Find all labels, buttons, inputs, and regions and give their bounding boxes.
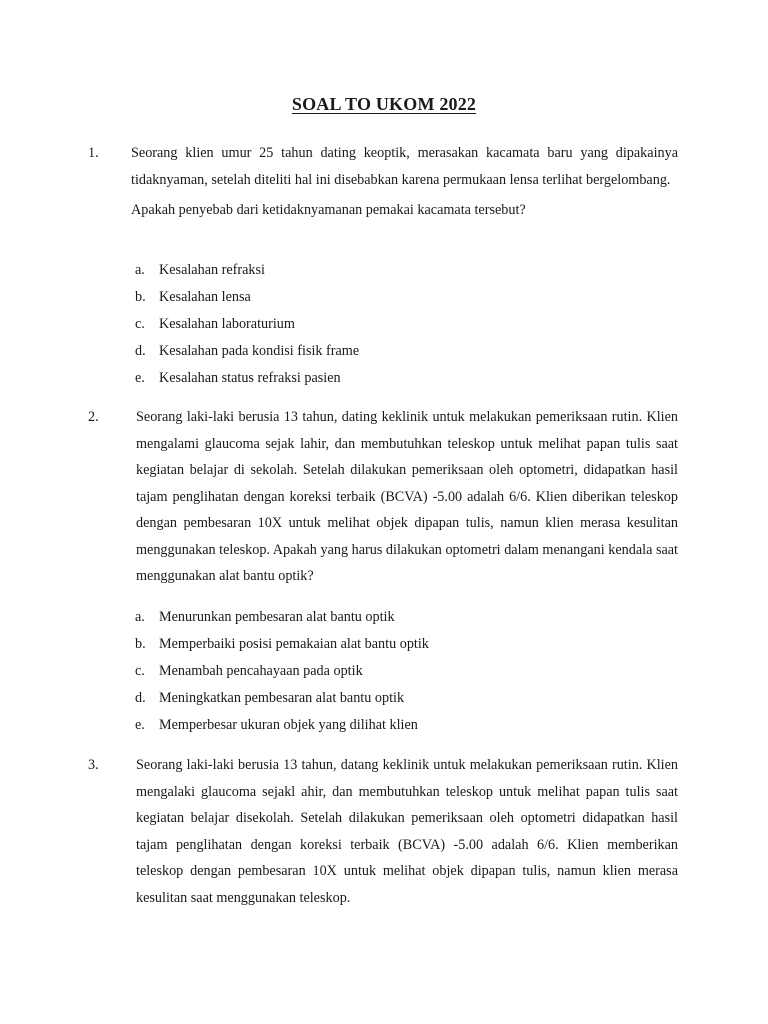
document-title: SOAL TO UKOM 2022	[291, 94, 477, 114]
option-b[interactable]	[135, 284, 695, 311]
question-paragraph: Seorang laki-laki berusia 13 tahun, dating keklinik untuk melakukan pemeriksaan rutin. Klien mengalami glaucoma sejak lahir, dan membutuhkan teleskop untuk melihat papan tulis saat kegiatan belajar di sekolah. Setelah dilakukan pemeriksaan oleh optometri, didapatkan hasil tajam penglihatan dengan koreksi terbaik (BCVA) -5.00 adalah 6/6. Klien diberikan teleskop dengan pembesaran 10X untuk melihat objek dipapan tulis, namun klien merasa kesulitan menggunakan teleskop. Apakah yang harus dilakukan optometri dalam menangani kendala saat menggunakan alat bantu optik?	[136, 409, 678, 584]
question-number: 1.	[88, 145, 99, 161]
question-prompt: Apakah penyebab dari ketidaknyamanan pemakai kacamata tersebut?	[131, 202, 526, 218]
option-text: Kesalahan pada kondisi fisik frame	[159, 343, 360, 359]
option-text: Kesalahan refraksi	[159, 262, 265, 278]
option-b[interactable]	[135, 631, 695, 658]
question-text	[136, 752, 678, 911]
option-letter: b.	[135, 289, 146, 305]
option-text: Memperbesar ukuran objek yang dilihat klien	[159, 717, 418, 733]
question-number: 2.	[88, 409, 99, 425]
question-2	[88, 404, 678, 590]
option-letter: b.	[135, 636, 146, 652]
option-letter: d.	[135, 690, 146, 706]
question-1	[88, 140, 678, 224]
question-3	[88, 752, 678, 911]
option-d[interactable]	[135, 685, 695, 712]
option-text: Memperbaiki posisi pemakaian alat bantu optik	[159, 636, 429, 652]
question-paragraph: Seorang klien umur 25 tahun dating keoptik, merasakan kacamata baru yang dipakainya tidaknyaman, setelah diteliti hal ini disebabkan karena permukaan lensa terlihat bergelombang.	[131, 145, 678, 188]
option-letter: a.	[135, 609, 145, 625]
option-a[interactable]	[135, 257, 695, 284]
option-letter: a.	[135, 262, 145, 278]
option-a[interactable]	[135, 604, 695, 631]
option-letter: c.	[135, 663, 145, 679]
option-text: Kesalahan lensa	[159, 289, 251, 305]
option-letter: c.	[135, 316, 145, 332]
option-e[interactable]	[135, 712, 695, 739]
option-c[interactable]	[135, 658, 695, 685]
option-letter: e.	[135, 717, 145, 733]
option-c[interactable]	[135, 311, 695, 338]
option-d[interactable]	[135, 338, 695, 365]
option-text: Meningkatkan pembesaran alat bantu optik	[159, 690, 405, 706]
option-e[interactable]	[135, 365, 695, 392]
options-list-2	[135, 604, 695, 739]
question-number: 3.	[88, 757, 99, 773]
option-text: Kesalahan status refraksi pasien	[159, 370, 341, 386]
option-letter: e.	[135, 370, 145, 386]
question-paragraph: Seorang laki-laki berusia 13 tahun, datang keklinik untuk melakukan pemeriksaan rutin. Klien mengalaki glaucoma sejakl ahir, dan membutuhkan teleskop untuk melihat papan tulis saat kegiatan belajar disekolah. Setelah dilakukan pemeriksaan oleh optometri didapatkan hasil tajam penglihatan dengan koreksi terbaik (BCVA) -5.00 adalah 6/6. Klien memberikan teleskop dengan pembesaran 10X untuk melihat objek dipapan tulis, namun klien merasa kesulitan saat menggunakan teleskop.	[136, 757, 678, 906]
question-text	[136, 404, 678, 590]
option-text: Menurunkan pembesaran alat bantu optik	[159, 609, 395, 625]
options-list-1	[135, 257, 695, 392]
option-letter: d.	[135, 343, 146, 359]
question-text	[131, 140, 678, 224]
option-text: Kesalahan laboraturium	[159, 316, 295, 332]
option-text: Menambah pencahayaan pada optik	[159, 663, 363, 679]
